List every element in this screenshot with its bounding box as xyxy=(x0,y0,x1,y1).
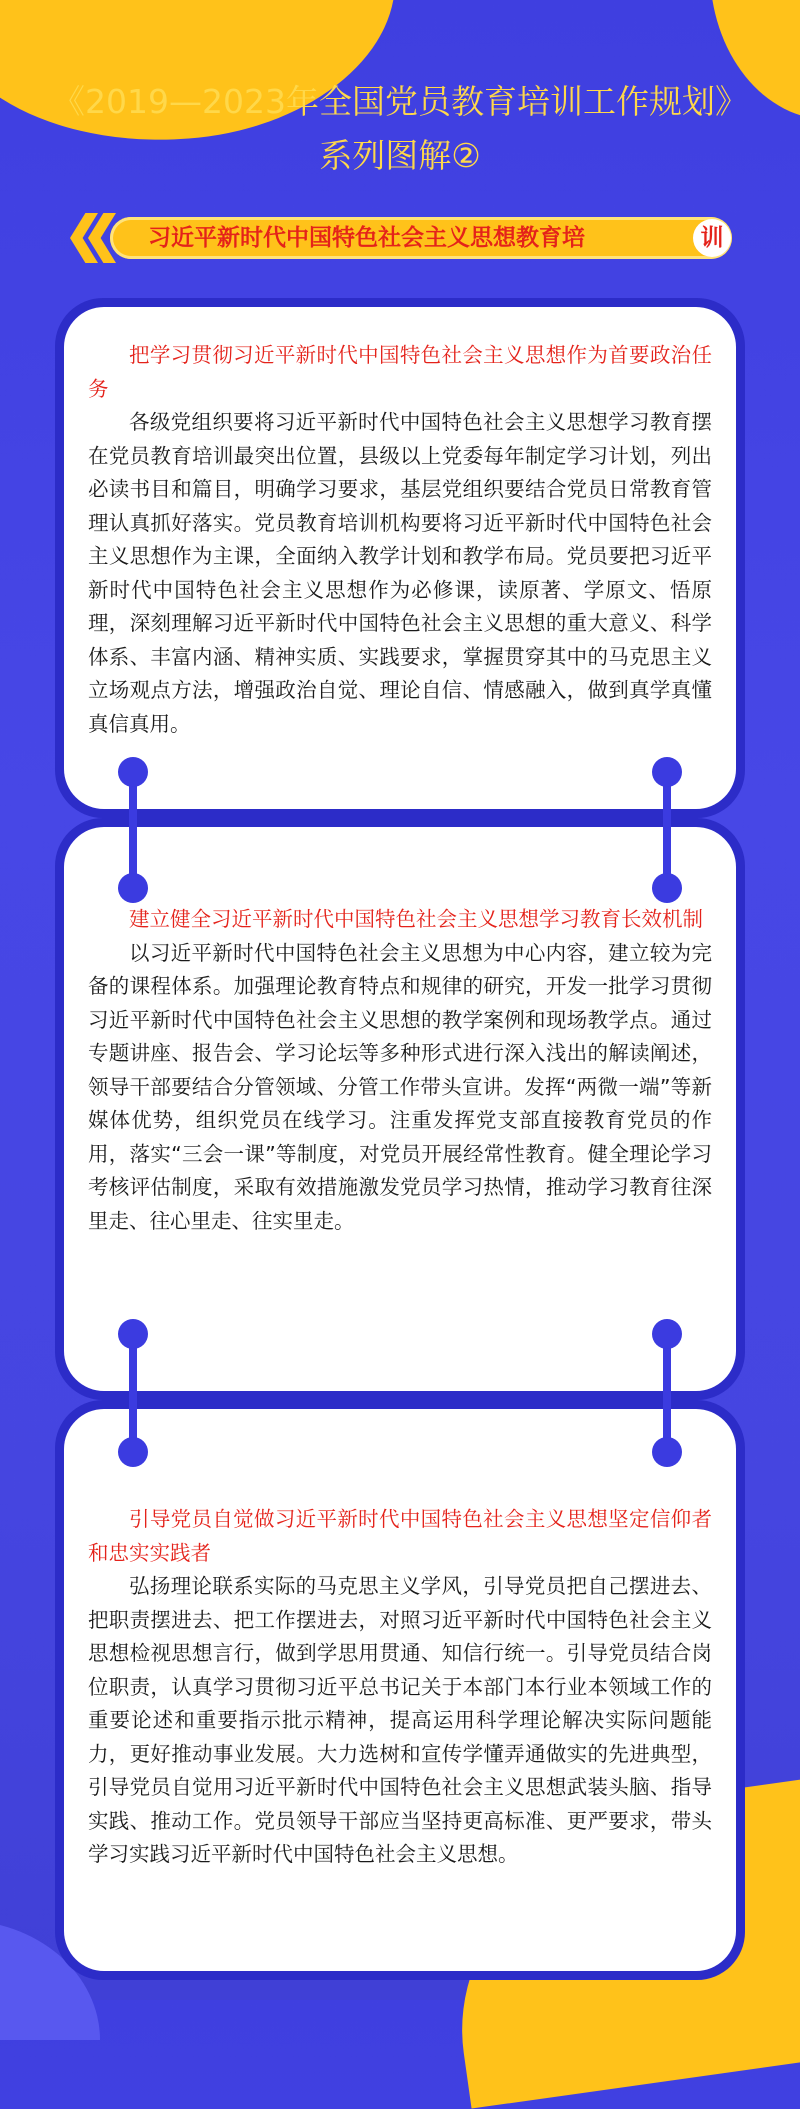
connector-dot xyxy=(652,873,682,903)
section-1-heading: 把学习贯彻习近平新时代中国特色社会主义思想作为首要政治任务 xyxy=(88,343,712,401)
section-2-body: 以习近平新时代中国特色社会主义思想为中心内容，建立较为完备的课程体系。加强理论教育特点和规律的研究，开发一批学习贯彻习近平新时代中国特色社会主义思想的教学案例和现场教学点。通过专题讲座、报告会、学习论坛等多种形式进行深入浅出的解读阐述，领导干部要结合分管领域、分管工作带头宣讲。发挥“两微一端”等新媒体优势，组织党员在线学习。注重发挥党支部直接教育党员的作用，落实“三会一课”等制度，对党员开展经常性教育。健全理论学习考核评估制度，采取有效措施激发党员学习热情，推动学习教育往深里走、往心里走、往实里走。 xyxy=(88,940,712,1233)
connector-dot xyxy=(118,873,148,903)
page-subtitle: 系列图解② xyxy=(319,136,481,175)
connector-dot xyxy=(118,757,148,787)
section-2-heading: 建立健全习近平新时代中国特色社会主义思想学习教育长效机制 xyxy=(129,907,703,931)
banner-circle-char: 训 xyxy=(693,219,731,257)
page-title: 《2019—2023年全国党员教育培训工作规划》 xyxy=(52,82,748,121)
connector-dot xyxy=(652,1319,682,1349)
card-3 xyxy=(64,1409,736,1971)
connector-left-1 xyxy=(129,772,137,888)
connector-right-2 xyxy=(663,1334,671,1452)
card-2 xyxy=(64,827,736,1391)
section-banner xyxy=(70,213,735,263)
connector-right-1 xyxy=(663,772,671,888)
connector-dot xyxy=(118,1437,148,1467)
section-3-heading: 引导党员自觉做习近平新时代中国特色社会主义思想坚定信仰者和忠实实践者 xyxy=(88,1507,712,1565)
card-2-content xyxy=(88,903,712,1238)
banner-text: 习近平新时代中国特色社会主义思想教育培 xyxy=(148,225,585,251)
section-1-body: 各级党组织要将习近平新时代中国特色社会主义思想学习教育摆在党员教育培训最突出位置，县级以上党委每年制定学习计划，列出必读书目和篇目，明确学习要求，基层党组织要结合党员日常教育管理认真抓好落实。党员教育培训机构要将习近平新时代中国特色社会主义思想作为主课，全面纳入教学计划和教学布局。党员要把习近平新时代中国特色社会主义思想作为必修课，读原著、学原文、悟原理，深刻理解习近平新时代中国特色社会主义思想的重大意义、科学体系、丰富内涵、精神实质、实践要求，掌握贯穿其中的马克思主义立场观点方法，增强政治自觉、理论自信、情感融入，做到真学真懂真信真用。 xyxy=(88,410,712,736)
connector-left-2 xyxy=(129,1334,137,1452)
card-1-content xyxy=(88,339,712,741)
connector-dot xyxy=(652,757,682,787)
connector-dot xyxy=(652,1437,682,1467)
section-3-body: 弘扬理论联系实际的马克思主义学风，引导党员把自己摆进去、把职责摆进去、把工作摆进去，对照习近平新时代中国特色社会主义思想检视思想言行，做到学思用贯通、知信行统一。引导党员结合岗位职责，认真学习贯彻习近平总书记关于本部门本行业本领域工作的重要论述和重要指示批示精神，提高运用科学理论解决实际问题能力，更好推动事业发展。大力选树和宣传学懂弄通做实的先进典型，引导党员自觉用习近平新时代中国特色社会主义思想武装头脑、指导实践、推动工作。党员领导干部应当坚持更高标准、更严要求，带头学习实践习近平新时代中国特色社会主义思想。 xyxy=(88,1574,712,1866)
card-1 xyxy=(64,307,736,809)
card-3-content xyxy=(88,1503,712,1872)
connector-dot xyxy=(118,1319,148,1349)
